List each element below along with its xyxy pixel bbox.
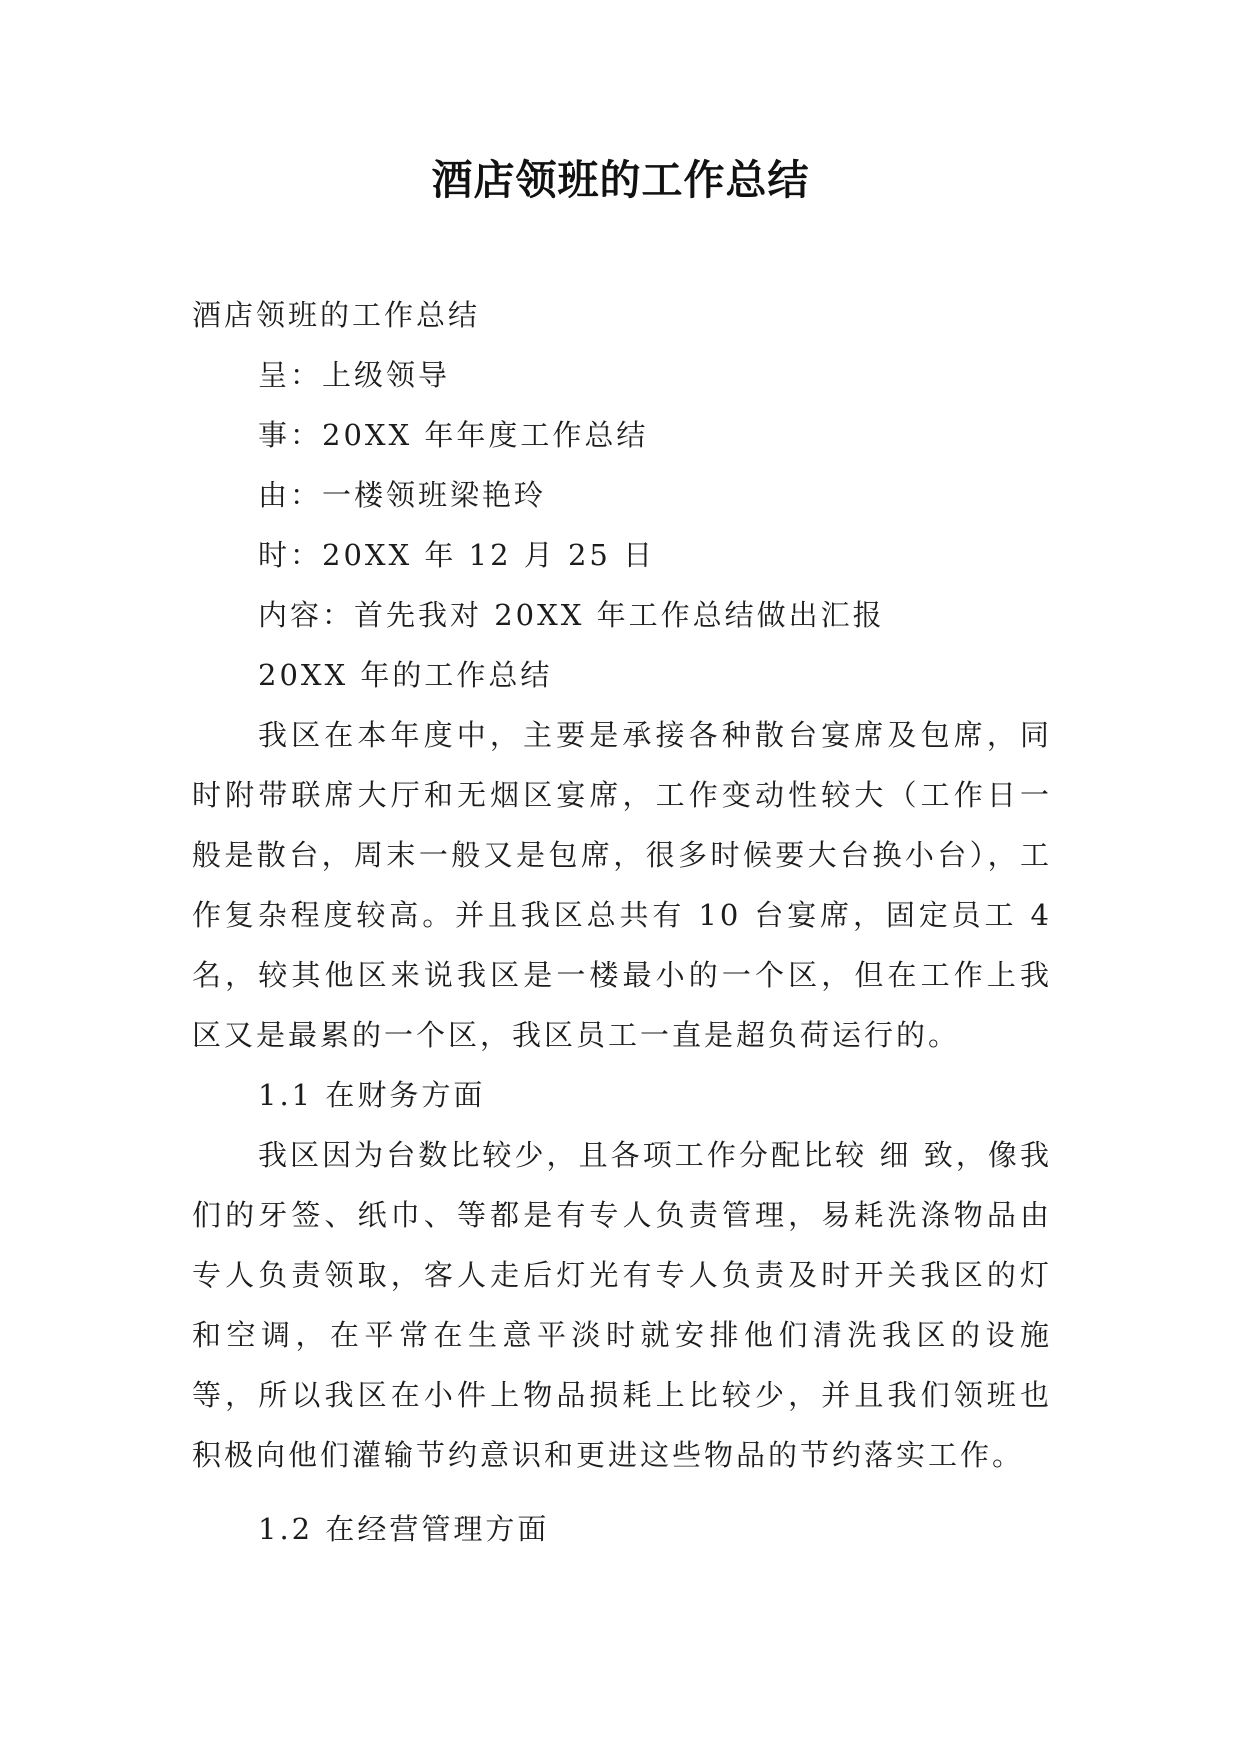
heading-finance: 1.1 在财务方面	[258, 1078, 486, 1112]
document-subtitle: 酒店领班的工作总结	[192, 298, 481, 332]
heading-management: 1.2 在经营管理方面	[258, 1512, 550, 1546]
memo-subject: 事：20XX 年年度工作总结	[258, 418, 649, 452]
paragraph-gap	[192, 1485, 1052, 1499]
finance-paragraph: 我区因为台数比较少，且各项工作分配比较 细 致，像我们的牙签、纸巾、等都是有专人负责管理，易耗洗涤物品由专人负责领取，客人走后灯光有专人负责及时开关我区的灯和空调，在平常在生意平淡时就安排他们清洗我区的设施等，所以我区在小件上物品损耗上比较少，并且我们领班也积极向他们灌输节约意识和更进这些物品的节约落实工作。	[192, 1138, 1052, 1472]
memo-from: 由：一楼领班梁艳玲	[258, 478, 547, 512]
document-body	[192, 285, 1052, 1559]
document-title: 酒店领班的工作总结	[431, 156, 810, 204]
intro-paragraph: 我区在本年度中，主要是承接各种散台宴席及包席，同时附带联席大厅和无烟区宴席，工作变动性较大（工作日一般是散台，周末一般又是包席，很多时候要大台换小台），工作复杂程度较高。并且我区总共有 10 台宴席，固定员工 4 名，较其他区来说我区是一楼最小的一个区，但在工作上我区又是最累的一个区，我区员工一直是超负荷运行的。	[192, 718, 1052, 1052]
memo-date: 时：20XX 年 12 月 25 日	[258, 538, 656, 572]
memo-content: 内容：首先我对 20XX 年工作总结做出汇报	[258, 598, 885, 632]
memo-to: 呈：上级领导	[258, 358, 451, 392]
section-title: 20XX 年的工作总结	[258, 658, 553, 692]
